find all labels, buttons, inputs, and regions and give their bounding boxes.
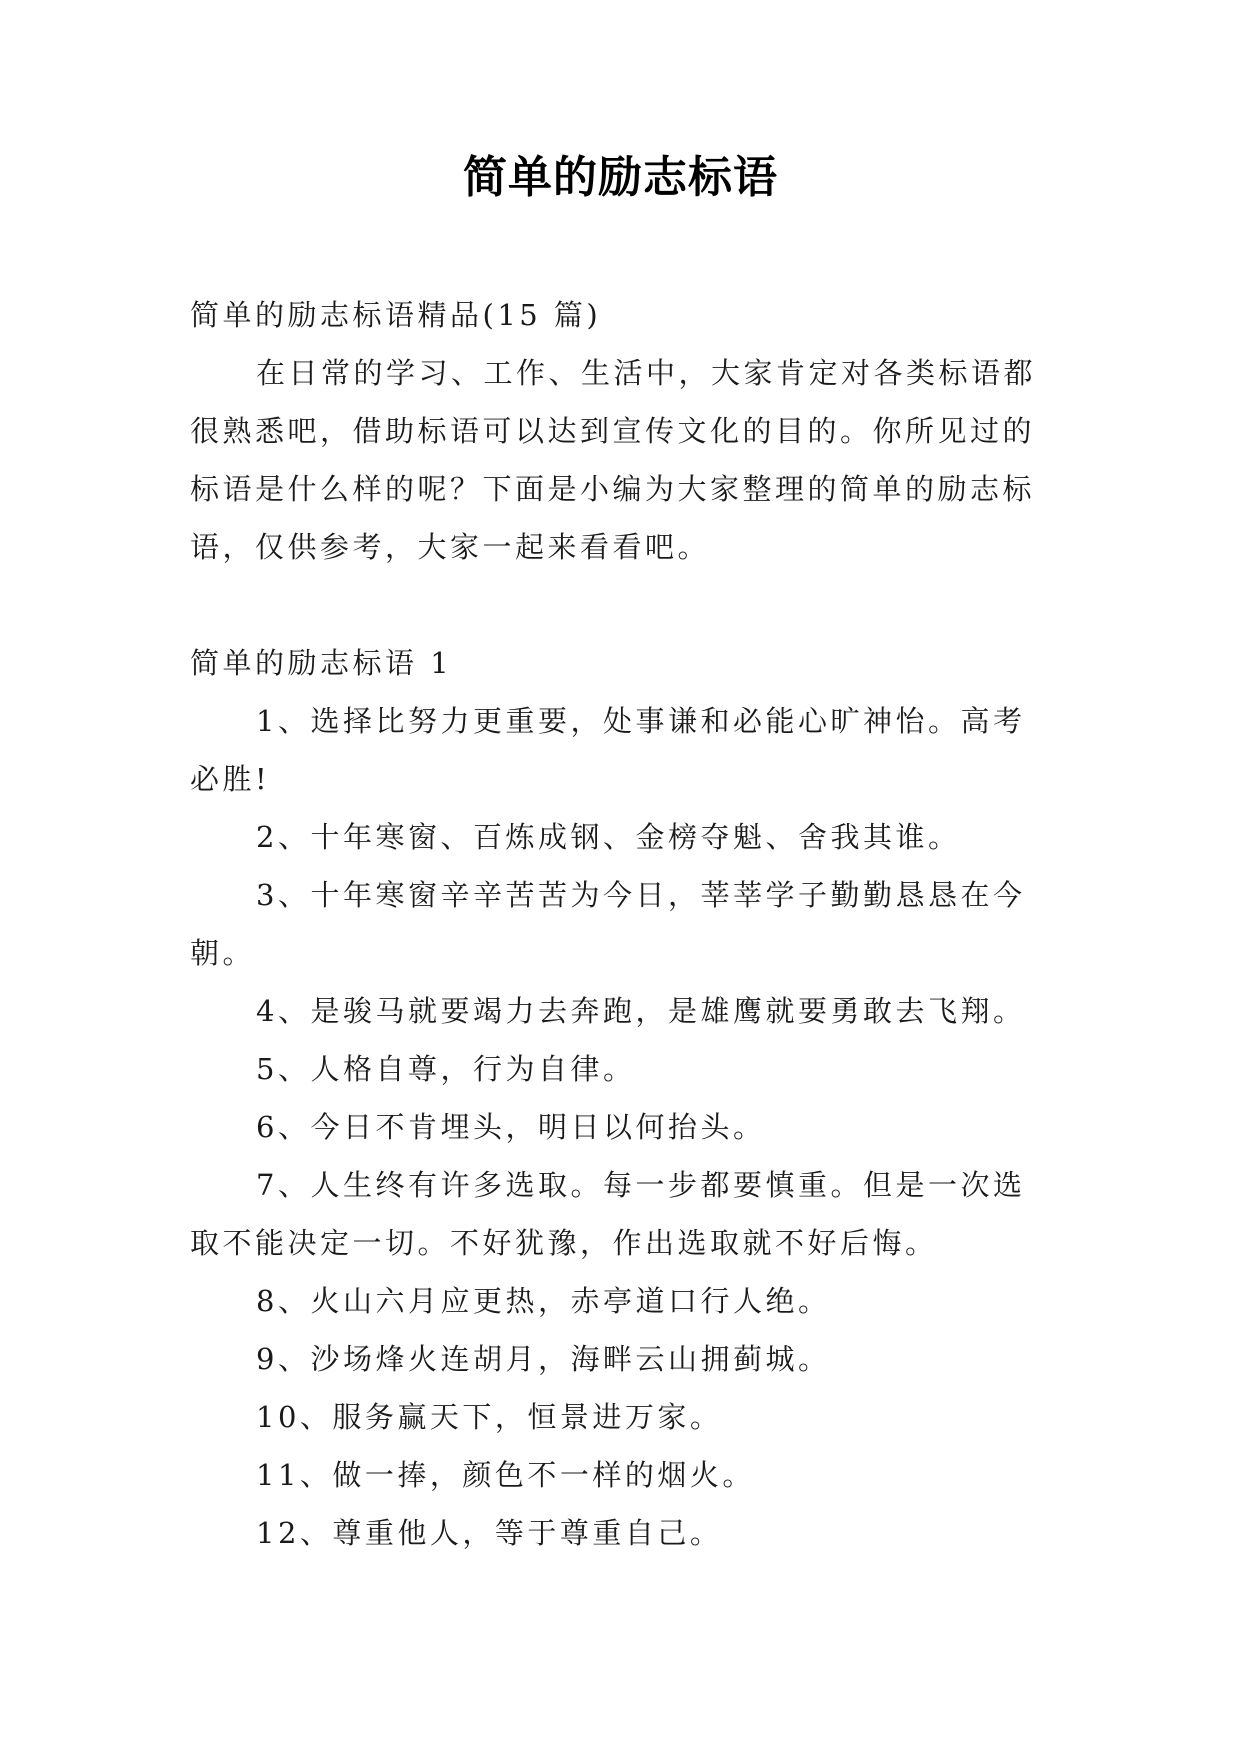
slogan-item: 5、人格自尊，行为自律。 [256,1052,636,1086]
slogan-item: 3、十年寒窗辛辛苦苦为今日，莘莘学子勤勤恳恳在今朝。 [190,878,1026,970]
slogan-item: 2、十年寒窗、百炼成钢、金榜夺魁、舍我其谁。 [256,820,961,854]
slogan-item: 9、沙场烽火连胡月，海畔云山拥蓟城。 [256,1342,831,1376]
slogan-item: 8、火山六月应更热，赤亭道口行人绝。 [256,1284,831,1318]
slogan-item: 11、做一捧，颜色不一样的烟火。 [256,1458,755,1492]
document-body [190,286,1056,1562]
document-title: 简单的励志标语 [463,152,778,203]
slogan-item: 12、尊重他人，等于尊重自己。 [256,1516,723,1550]
slogan-item: 7、人生终有许多选取。每一步都要慎重。但是一次选取不能决定一切。不好犹豫，作出选取就不好后悔。 [190,1168,1026,1260]
document-subtitle: 简单的励志标语精品(15 篇) [190,298,602,332]
slogan-item: 4、是骏马就要竭力去奔跑，是雄鹰就要勇敢去飞翔。 [256,994,1026,1028]
section-heading: 简单的励志标语 1 [190,646,453,680]
slogan-item: 10、服务赢天下，恒景进万家。 [256,1400,723,1434]
slogan-item: 6、今日不肯埋头，明日以何抬头。 [256,1110,766,1144]
intro-paragraph: 在日常的学习、工作、生活中，大家肯定对各类标语都很熟悉吧，借助标语可以达到宣传文化的目的。你所见过的标语是什么样的呢？下面是小编为大家整理的简单的励志标语，仅供参考，大家一起来看看吧。 [190,356,1037,564]
slogan-item: 1、选择比努力更重要，处事谦和必能心旷神怡。高考必胜! [190,704,1026,796]
